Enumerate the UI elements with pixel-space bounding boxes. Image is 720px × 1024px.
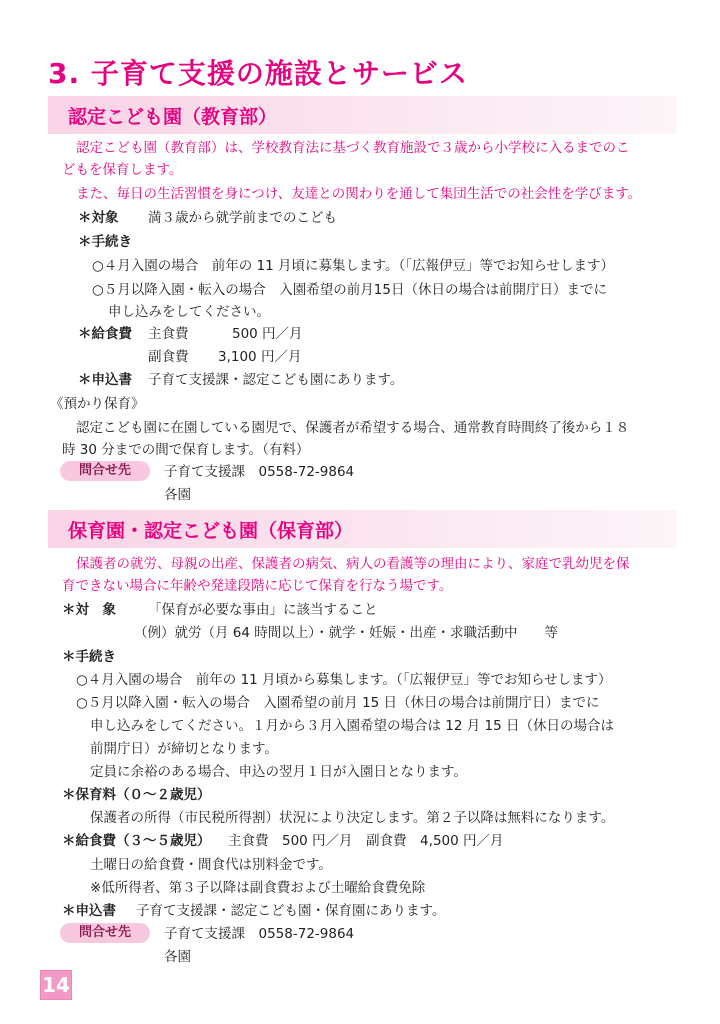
childcare-fee-label: ＊保育料（０～２歳児） — [62, 787, 211, 803]
intro-line: また、毎日の生活習慣を身につけ、友達との関わりを通して集団生活での社会性を学びます。 — [76, 186, 642, 202]
section-heading: 認定こども園（教育部） — [68, 106, 278, 128]
contact-badge: 問合せ先 — [60, 461, 150, 481]
meal-fee-text: 主食費 500 円／月 副食費 4,500 円／月 — [228, 833, 504, 849]
contact-each-facility: 各園 — [164, 949, 191, 965]
contact-phone: 子育て支援課 0558-72-9864 — [164, 464, 355, 480]
intro-line: 保護者の就労、母親の出産、保護者の病気、病人の看護等の理由により、家庭で乳幼児を保 — [76, 556, 630, 572]
intro-line: 認定こども園（教育部）は、学校教育法に基づく教育施設で３歳から小学校に入るまでのこ — [76, 140, 630, 156]
contact-badge: 問合せ先 — [60, 923, 150, 943]
procedure-item: ○４月入園の場合 前年の 11 月頃に募集します。（「広報伊豆」等でお知らせします） — [92, 258, 615, 274]
page-title: 3. 子育て支援の施設とサービス — [48, 57, 468, 90]
fee-value: 500 円／月 — [232, 326, 303, 342]
procedure-item-cont: 申し込みをしてください。 — [108, 304, 270, 320]
section-header-kyouikubu — [48, 96, 676, 134]
meal-fee-label: ＊給食費 — [78, 326, 132, 342]
procedure-label: ＊手続き — [78, 234, 132, 250]
target-label: ＊対象 — [78, 210, 119, 226]
application-label: ＊申込書 — [78, 372, 132, 388]
procedure-item: ○５月以降入園・転入の場合 入園希望の前月 15 日（休日の場合は前開庁日）までに — [76, 695, 600, 711]
fee-name: 主食費 — [148, 326, 189, 342]
application-text: 子育て支援課・認定こども園にあります。 — [148, 372, 404, 388]
intro-line: 育できない場合に年齢や発達段階に応じて保育を行なう場です。 — [62, 578, 453, 594]
meal-fee-note: 土曜日の給食費・間食代は別料金です。 — [90, 857, 332, 873]
meal-fee-label: ＊給食費（３～５歳児） — [62, 833, 211, 849]
extended-care-text: 時 30 分までの間で保育します。（有料） — [62, 442, 310, 458]
application-label: ＊申込書 — [62, 903, 116, 919]
page-number: 14 — [40, 970, 72, 1000]
target-label: ＊対 象 — [62, 602, 116, 618]
contact-phone: 子育て支援課 0558-72-9864 — [164, 926, 355, 942]
target-example: （例）就労（月 64 時間以上）・就学・妊娠・出産・求職活動中 等 — [134, 625, 559, 641]
section-header-hoikubu — [48, 510, 676, 548]
target-text: 「保育が必要な事由」に該当すること — [148, 602, 378, 618]
section-heading: 保育園・認定こども園（保育部） — [68, 520, 354, 542]
meal-fee-note: ※低所得者、第３子以降は副食費および土曜給食費免除 — [90, 880, 426, 896]
procedure-item-cont: 前開庁日）が締切となります。 — [90, 741, 278, 757]
procedure-note: 定員に余裕のある場合、申込の翌月１日が入園日となります。 — [90, 764, 467, 780]
fee-name: 副食費 — [148, 349, 189, 365]
procedure-item: ○５月以降入園・転入の場合 入園希望の前月15日（休日の場合は前開庁日）までに — [92, 282, 607, 298]
contact-each-facility: 各園 — [164, 487, 191, 503]
application-text: 子育て支援課・認定こども園・保育園にあります。 — [136, 903, 446, 919]
intro-line: どもを保育します。 — [62, 162, 183, 178]
fee-value: 3,100 円／月 — [218, 349, 302, 365]
extended-care-text: 認定こども園に在園している園児で、保護者が希望する場合、通常教育時間終了後から１８ — [76, 420, 630, 436]
extended-care-title: 《預かり保育》 — [50, 396, 145, 412]
procedure-item-cont: 申し込みをしてください。１月から３月入園希望の場合は 12 月 15 日（休日の場合は — [90, 718, 615, 734]
childcare-fee-text: 保護者の所得（市民税所得割）状況により決定します。第２子以降は無料になります。 — [90, 810, 615, 826]
procedure-label: ＊手続き — [62, 649, 116, 665]
target-text: 満３歳から就学前までのこども — [148, 210, 337, 226]
procedure-item: ○４月入園の場合 前年の 11 月頃から募集します。（「広報伊豆」等でお知らせします） — [76, 672, 612, 688]
